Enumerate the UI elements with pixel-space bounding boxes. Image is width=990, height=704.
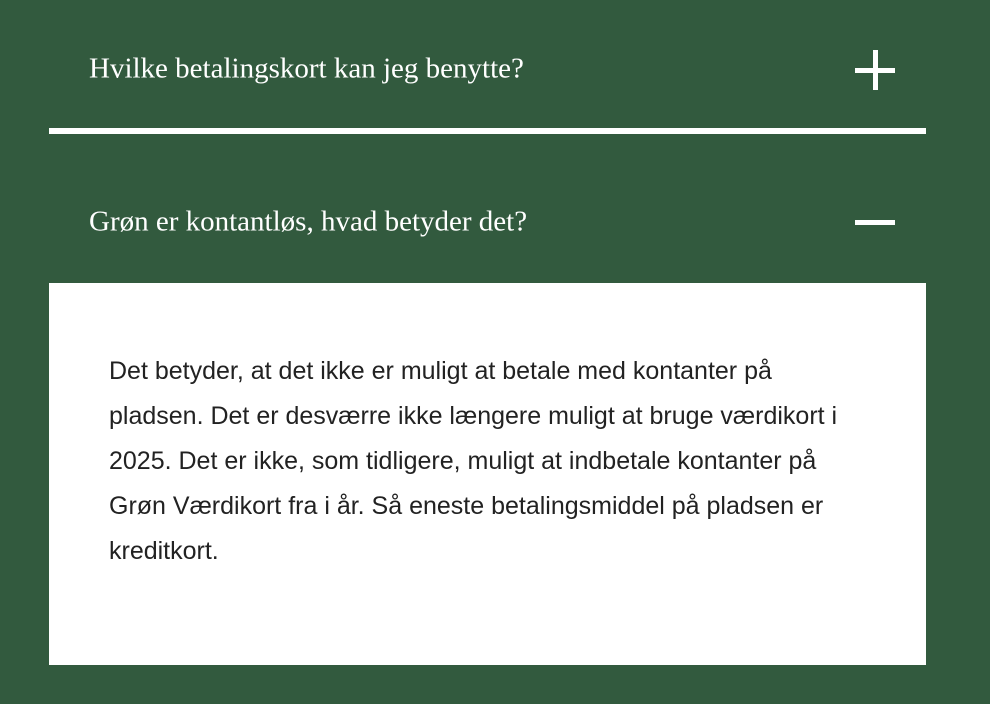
faq-question-text: Hvilke betalingskort kan jeg benytte? xyxy=(89,52,524,85)
faq-answer-text: Det betyder, at det ikke er muligt at betale med kontanter på pladsen. Det er desværre ikke længere muligt at bruge værdikort i 2025. Det er ikke, som tidligere, muligt at indbetale kontanter på Grøn Værdikort fra i år. Så eneste betalingsmiddel på pladsen er kreditkort. xyxy=(109,357,838,565)
faq-item-payment-cards xyxy=(49,0,926,130)
faq-item-cashless xyxy=(49,134,926,665)
minus-icon[interactable] xyxy=(855,202,895,242)
faq-question-header[interactable] xyxy=(49,0,926,130)
plus-icon-vertical-bar xyxy=(873,50,878,90)
faq-answer-panel xyxy=(49,283,926,665)
minus-icon-bar xyxy=(855,220,895,225)
plus-icon[interactable] xyxy=(855,50,895,90)
faq-question-text: Grøn er kontantløs, hvad betyder det? xyxy=(89,205,528,238)
faq-question-header[interactable] xyxy=(49,134,926,283)
